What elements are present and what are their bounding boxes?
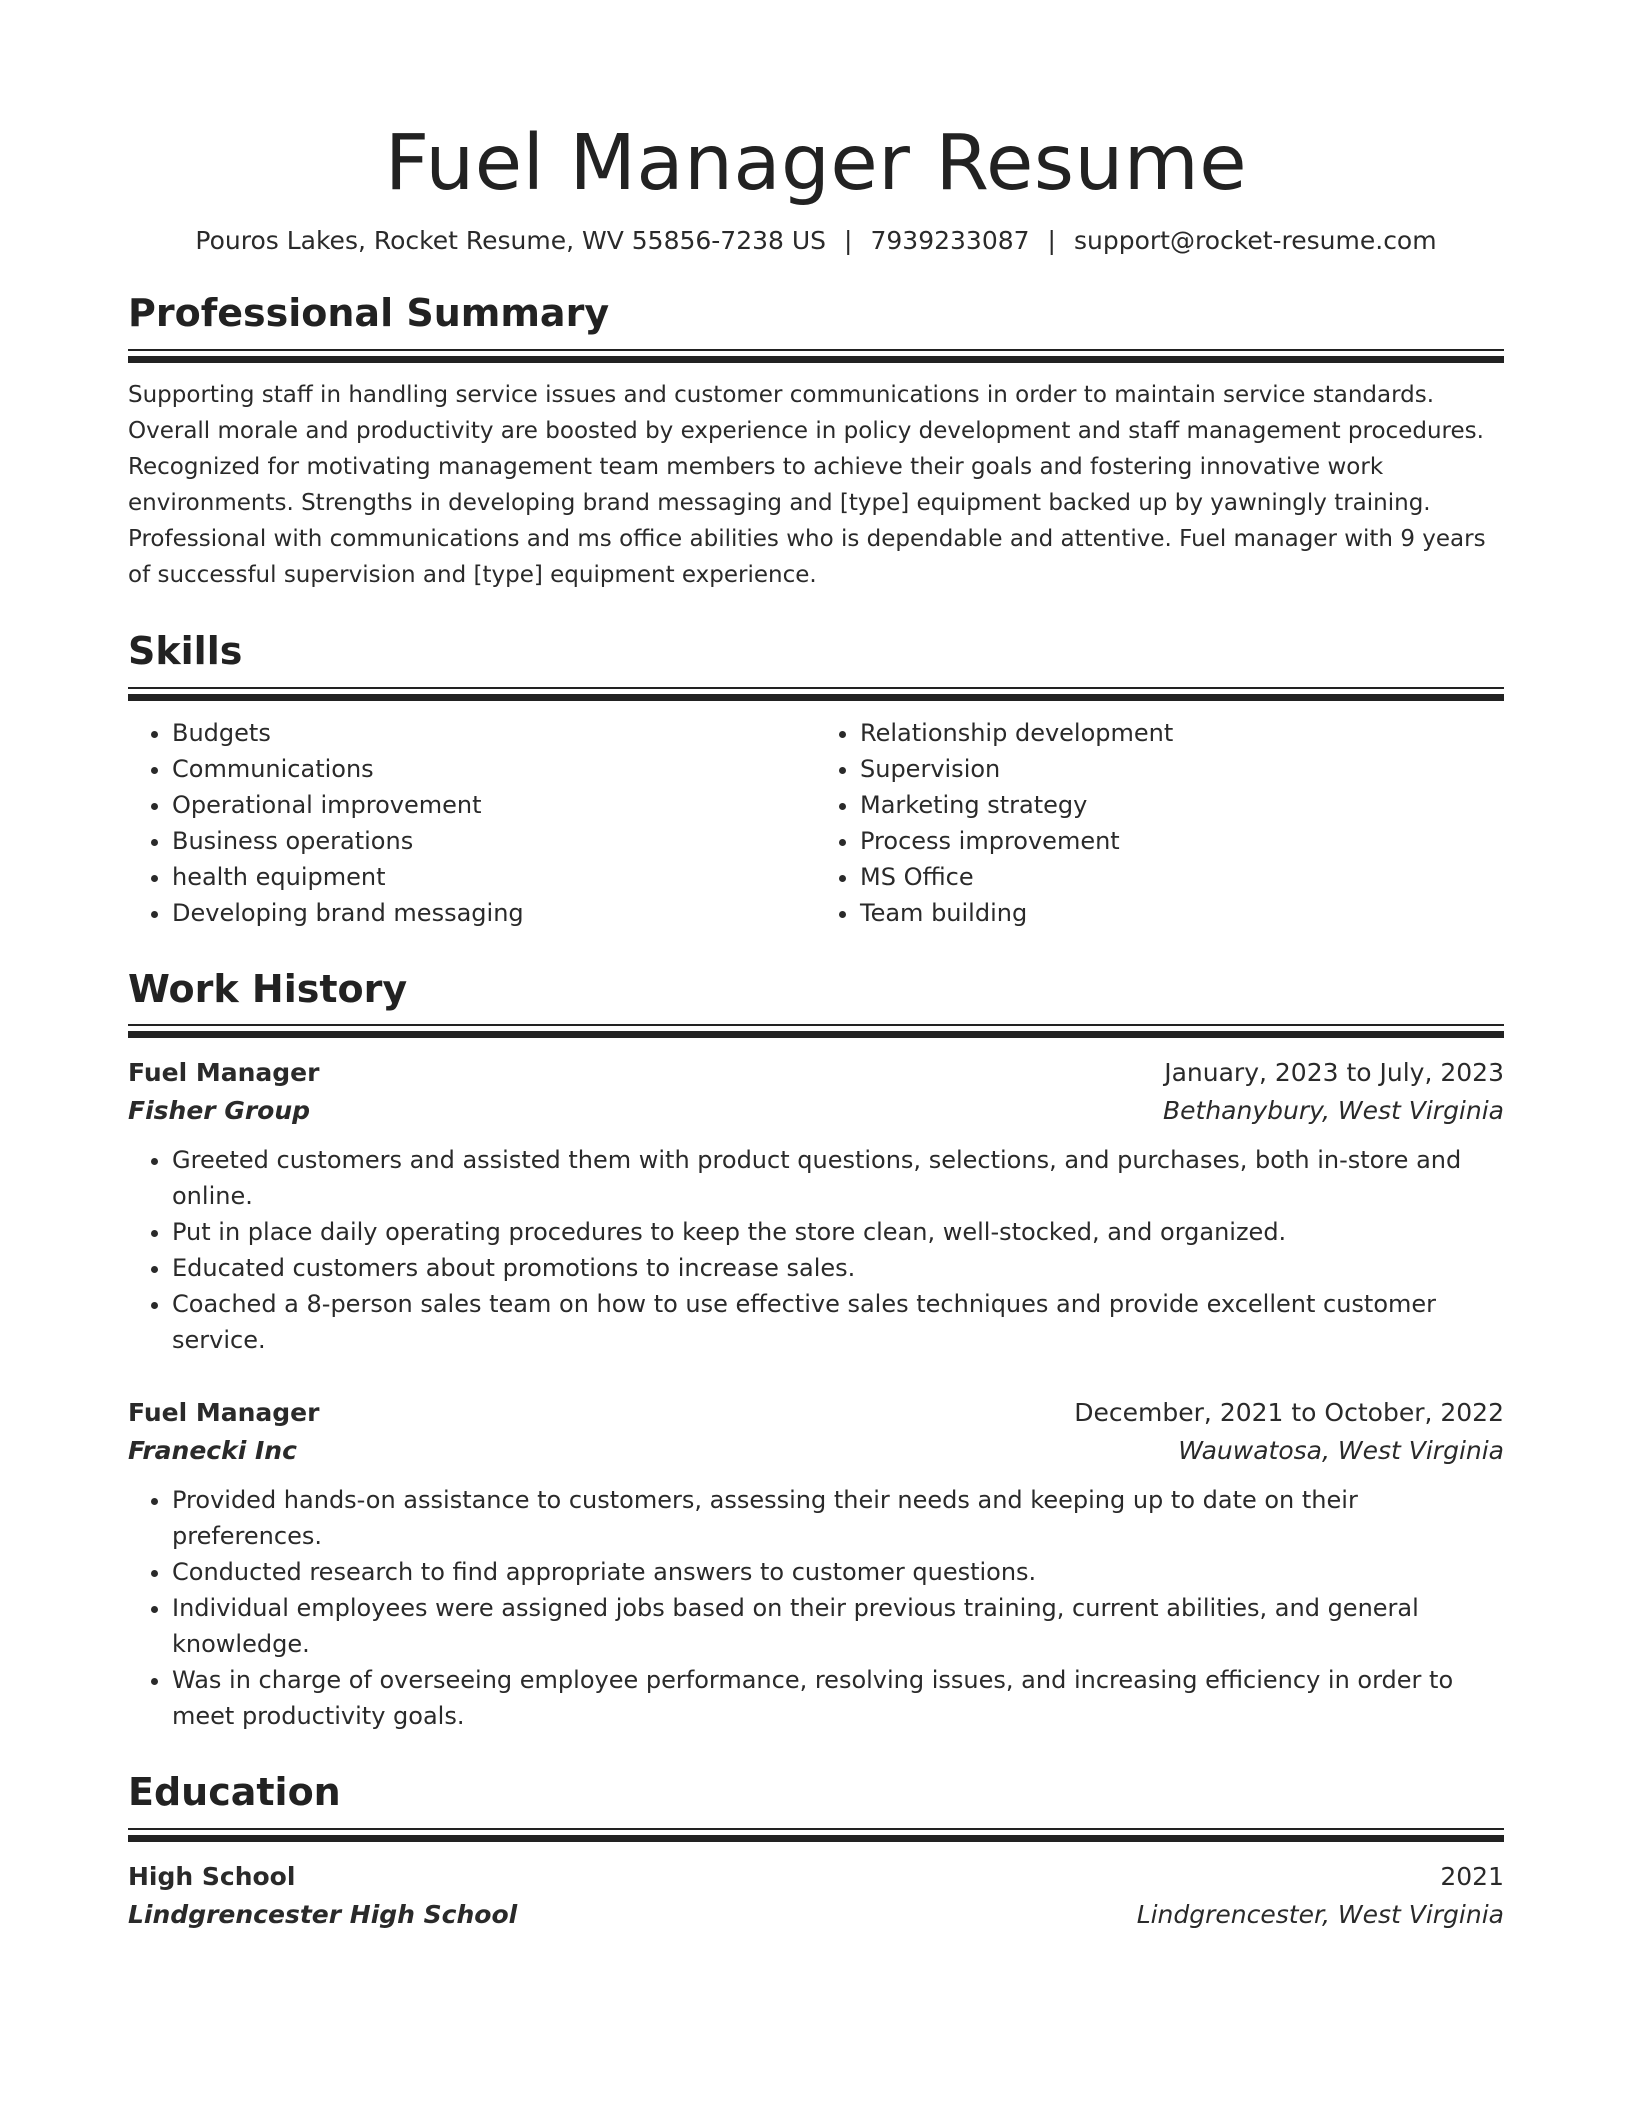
contact-email: support@rocket-resume.com xyxy=(1073,226,1437,256)
job-duty: • Coached a 8-person sales team on how to use effective sales techniques and provide excellent customer service. xyxy=(172,1286,1504,1358)
contact-address: Pouros Lakes, Rocket Resume, WV 55856-7238 US xyxy=(195,226,827,256)
job-company: Fisher Group xyxy=(128,1096,311,1126)
contact-separator: | xyxy=(844,226,853,256)
skill-item: • Budgets xyxy=(172,715,816,751)
job-duties xyxy=(128,1142,1504,1358)
job-header-row xyxy=(128,1054,1504,1092)
skill-item: • Relationship development xyxy=(860,715,1504,751)
skill-item: • Business operations xyxy=(172,823,816,859)
education-heading: Education xyxy=(128,1770,341,1815)
skill-item: • Process improvement xyxy=(860,823,1504,859)
summary-section xyxy=(128,291,1504,593)
skill-item: • Marketing strategy xyxy=(860,787,1504,823)
job-header-row xyxy=(128,1394,1504,1432)
education-degree: High School xyxy=(128,1861,296,1891)
education-section xyxy=(128,1770,1504,1934)
job-entry xyxy=(128,1394,1504,1734)
education-year: 2021 xyxy=(1440,1861,1504,1891)
job-duty: • Educated customers about promotions to increase sales. xyxy=(172,1250,1504,1286)
section-divider xyxy=(128,1024,1504,1038)
job-duty: • Individual employees were assigned jobs based on their previous training, current abilities, and general knowledge. xyxy=(172,1590,1504,1662)
skill-item: • Operational improvement xyxy=(172,787,816,823)
job-duty: • Greeted customers and assisted them with product questions, selections, and purchases, both in-store and online. xyxy=(172,1142,1504,1214)
skills-list-left xyxy=(128,715,816,931)
job-location: Wauwatosa, West Virginia xyxy=(1178,1436,1504,1466)
job-company: Franecki Inc xyxy=(128,1436,297,1466)
education-school: Lindgrencester High School xyxy=(128,1899,518,1929)
contact-line xyxy=(128,226,1504,255)
work-history-heading: Work History xyxy=(128,966,408,1011)
skill-item: • Team building xyxy=(860,895,1504,931)
job-title: Fuel Manager xyxy=(128,1058,320,1088)
job-entry xyxy=(128,1054,1504,1358)
job-location: Bethanybury, West Virginia xyxy=(1162,1096,1504,1126)
job-company-row xyxy=(128,1092,1504,1130)
summary-text: Supporting staff in handling service issues and customer communications in order to maintain service standards. Overall morale and productivity are boosted by experience in policy development and staff management procedures. Recognized for motivating management team members to achieve their goals and fostering innovative work environments. Strengths in developing brand messaging and [type] equipment backed up by yawningly training. Professional with communications and ms office abilities who is dependable and attentive. Fuel manager with 9 years of successful supervision and [type] equipment experience. xyxy=(128,381,1486,588)
job-duty: • Provided hands-on assistance to customers, assessing their needs and keeping up to date on their preferences. xyxy=(172,1482,1504,1554)
resume-page xyxy=(128,118,1504,1934)
skill-item: • Developing brand messaging xyxy=(172,895,816,931)
section-divider xyxy=(128,1828,1504,1842)
skills-section xyxy=(128,629,1504,931)
skills-heading: Skills xyxy=(128,628,243,673)
resume-title: Fuel Manager Resume xyxy=(384,119,1248,208)
job-duty: • Was in charge of overseeing employee performance, resolving issues, and increasing efficiency in order to meet productivity goals. xyxy=(172,1662,1504,1734)
job-duty: • Conducted research to find appropriate answers to customer questions. xyxy=(172,1554,1504,1590)
section-divider xyxy=(128,687,1504,701)
skill-item: • Supervision xyxy=(860,751,1504,787)
skills-list-right xyxy=(816,715,1504,931)
skills-columns xyxy=(128,715,1504,931)
job-duties xyxy=(128,1482,1504,1734)
job-duty: • Put in place daily operating procedures to keep the store clean, well-stocked, and organized. xyxy=(172,1214,1504,1250)
contact-phone: 7939233087 xyxy=(870,226,1030,256)
summary-heading: Professional Summary xyxy=(128,291,610,336)
skill-item: • MS Office xyxy=(860,859,1504,895)
skill-item: • Communications xyxy=(172,751,816,787)
work-history-section xyxy=(128,967,1504,1735)
skill-item: • health equipment xyxy=(172,859,816,895)
job-company-row xyxy=(128,1432,1504,1470)
job-dates: December, 2021 to October, 2022 xyxy=(1074,1398,1504,1428)
education-school-row xyxy=(128,1896,1504,1934)
education-entry xyxy=(128,1858,1504,1934)
job-title: Fuel Manager xyxy=(128,1398,320,1428)
education-location: Lindgrencester, West Virginia xyxy=(1136,1899,1504,1929)
education-header-row xyxy=(128,1858,1504,1896)
contact-separator: | xyxy=(1047,226,1056,256)
job-dates: January, 2023 to July, 2023 xyxy=(1164,1058,1504,1088)
section-divider xyxy=(128,349,1504,363)
